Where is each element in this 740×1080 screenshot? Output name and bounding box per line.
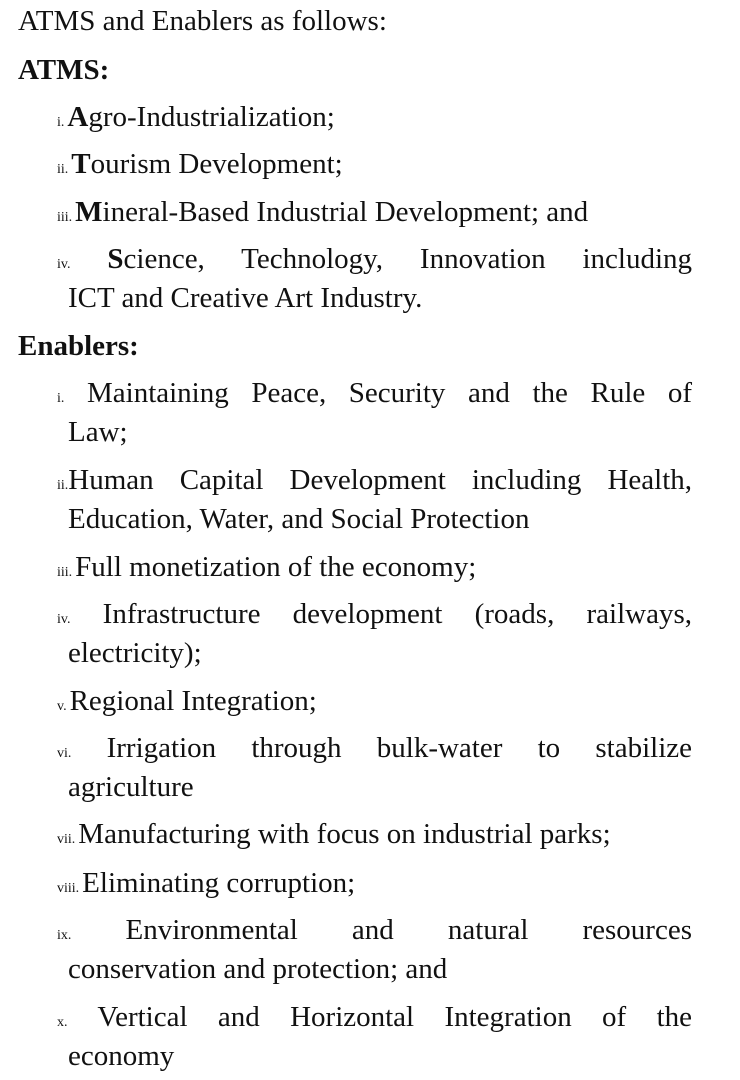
atms-item-1 bbox=[57, 98, 692, 137]
item-line-1 bbox=[57, 374, 692, 413]
list-number: i. bbox=[57, 115, 65, 130]
list-number: iii. bbox=[57, 565, 73, 580]
item-text: gro-Industrialization; bbox=[88, 101, 335, 133]
item-text: Maintaining Peace, Security and the Rule of bbox=[86, 377, 693, 409]
item-text: Vertical and Horizontal Integration of the bbox=[97, 1001, 693, 1033]
list-number: viii. bbox=[57, 881, 80, 896]
intro-text: ATMS and Enablers as follows: bbox=[18, 5, 387, 37]
enabler-item-3 bbox=[57, 548, 692, 587]
list-number: ii. bbox=[57, 162, 69, 177]
item-line-2: electricity); bbox=[68, 637, 202, 669]
item-line-2: Education, Water, and Social Protection bbox=[68, 503, 530, 535]
item-line-1 bbox=[57, 240, 692, 279]
enabler-item-4 bbox=[57, 595, 692, 673]
list-number: iv. bbox=[57, 257, 71, 272]
list-number: v. bbox=[57, 699, 67, 714]
list-number: vii. bbox=[57, 832, 76, 847]
enablers-heading: Enablers: bbox=[18, 330, 139, 362]
list-number: ii. bbox=[57, 478, 69, 493]
lead-letter: T bbox=[71, 148, 91, 180]
item-line-2: agriculture bbox=[68, 771, 194, 803]
item-line-2: conservation and protection; and bbox=[68, 953, 448, 985]
enabler-item-1 bbox=[57, 374, 692, 452]
item-text: ineral-Based Industrial Development; and bbox=[102, 196, 589, 228]
item-text: Eliminating corruption; bbox=[82, 867, 356, 899]
item-text: Human Capital Development including Health, bbox=[68, 464, 692, 496]
list-number: iv. bbox=[57, 612, 71, 627]
item-text: Full monetization of the economy; bbox=[75, 551, 477, 583]
item-line-2: ICT and Creative Art Industry. bbox=[68, 282, 423, 314]
enabler-item-8 bbox=[57, 864, 692, 903]
list-number: ix. bbox=[57, 928, 72, 943]
item-text: Infrastructure development (roads, railways, bbox=[102, 598, 693, 630]
item-text: Manufacturing with focus on industrial parks; bbox=[78, 818, 611, 850]
item-text: Irrigation through bulk-water to stabilize bbox=[106, 732, 693, 764]
atms-item-4 bbox=[57, 240, 692, 318]
enabler-item-10 bbox=[57, 998, 692, 1076]
atms-heading: ATMS: bbox=[18, 54, 110, 86]
list-number: iii. bbox=[57, 210, 73, 225]
lead-letter: S bbox=[107, 243, 124, 275]
list-number: i. bbox=[57, 391, 65, 406]
enabler-item-6 bbox=[57, 729, 692, 807]
enabler-item-7 bbox=[57, 815, 692, 854]
enabler-item-5 bbox=[57, 682, 692, 721]
item-text: Environmental and natural resources bbox=[125, 914, 692, 946]
item-text: Regional Integration; bbox=[69, 685, 317, 717]
item-line-2: economy bbox=[68, 1040, 175, 1072]
item-text: cience, Technology, Innovation including bbox=[123, 243, 692, 275]
enabler-item-9 bbox=[57, 911, 692, 989]
item-text: ourism Development; bbox=[90, 148, 343, 180]
atms-item-2 bbox=[57, 145, 692, 184]
item-line-1 bbox=[57, 461, 692, 500]
lead-letter: A bbox=[67, 101, 89, 133]
enabler-item-2 bbox=[57, 461, 692, 539]
item-line-1 bbox=[57, 729, 692, 768]
list-number: x. bbox=[57, 1015, 68, 1030]
item-line-1 bbox=[57, 595, 692, 634]
lead-letter: M bbox=[75, 196, 103, 228]
list-number: vi. bbox=[57, 746, 72, 761]
atms-item-3 bbox=[57, 193, 692, 232]
item-line-2: Law; bbox=[68, 416, 128, 448]
item-line-1 bbox=[57, 998, 692, 1037]
item-line-1 bbox=[57, 911, 692, 950]
